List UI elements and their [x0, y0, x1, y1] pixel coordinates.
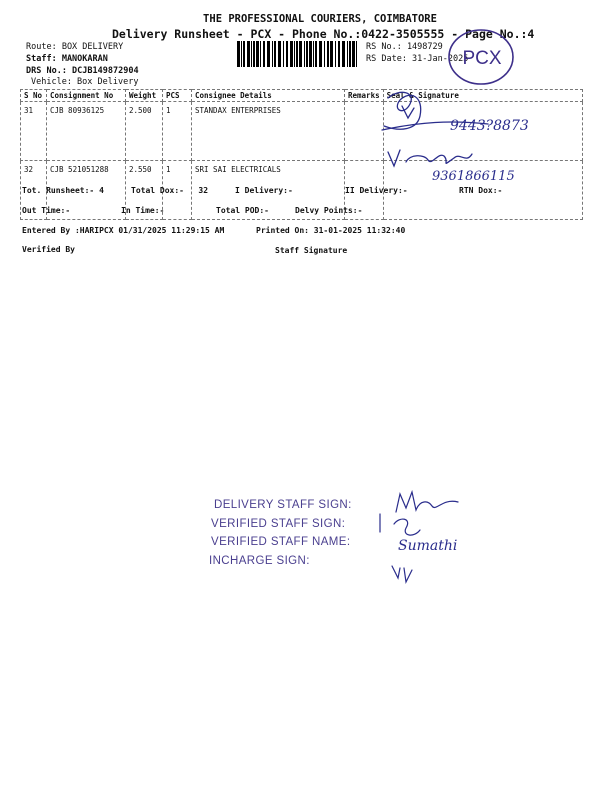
verified-staff-name: VERIFIED STAFF NAME: — [211, 536, 351, 548]
in-time: In Time:- — [121, 206, 165, 215]
route-label: Route: BOX DELIVERY — [26, 42, 124, 52]
barcode-bar — [253, 41, 255, 67]
verified-staff-sign: VERIFIED STAFF SIGN: — [211, 518, 346, 530]
total-pod: Total POD:- — [216, 206, 269, 215]
barcode-bar — [247, 41, 250, 67]
row-consignment: CJB 80936125 — [47, 102, 126, 161]
row-weight: 2.500 — [126, 102, 163, 161]
barcode-bar — [324, 41, 325, 67]
i-delivery: I Delivery:- — [235, 186, 293, 195]
company-title: THE PROFESSIONAL COURIERS, COIMBATORE — [203, 13, 437, 25]
barcode-bar — [315, 41, 317, 67]
entered-by: Entered By :HARIPCX 01/31/2025 11:29:15 AM — [22, 226, 225, 235]
barcode-bar — [283, 41, 284, 67]
barcode-bar — [294, 41, 295, 67]
row-consignment: CJB 521051288 — [47, 161, 126, 220]
rs-no-label: RS No.: 1498729 — [366, 42, 443, 52]
verified-name-signature: Sumathi — [398, 538, 458, 554]
out-time: Out Time:- — [22, 206, 71, 215]
barcode-bar — [338, 41, 340, 67]
barcode-bar — [290, 41, 293, 67]
staff-signature-label: Staff Signature — [275, 246, 348, 255]
row-pcs: 1 — [163, 161, 192, 220]
barcode-bar — [356, 41, 357, 67]
barcode-bar — [278, 41, 281, 67]
barcode-bar — [349, 41, 351, 67]
row-sno: 32 — [21, 161, 47, 220]
staff-label: Staff: MANOKARAN — [26, 54, 108, 64]
row-pcs: 1 — [163, 102, 192, 161]
verified-by: Verified By — [22, 245, 75, 254]
row-weight: 2.550 — [126, 161, 163, 220]
col-weight: Weight — [126, 90, 163, 102]
barcode-bar — [286, 41, 288, 67]
barcode-bar — [327, 41, 329, 67]
barcode-bar — [237, 41, 240, 67]
barcode-bar — [251, 41, 252, 67]
barcode-bar — [299, 41, 302, 67]
incharge-sign: INCHARGE SIGN: — [209, 555, 310, 567]
barcode-bar — [267, 41, 270, 67]
row-consignee: STANDAX ENTERPRISES — [192, 102, 345, 161]
total-dox: Total Dox:- 32 — [131, 186, 209, 195]
row-consignee: SRI SAI ELECTRICALS — [192, 161, 345, 220]
barcode-bar — [352, 41, 355, 67]
col-sno: S No — [21, 90, 47, 102]
rtn-dox: RTN Dox:- — [459, 186, 503, 195]
barcode-bar — [274, 41, 276, 67]
barcode-bar — [335, 41, 336, 67]
runsheet-title: Delivery Runsheet - PCX - Phone No.:0422-3505555 - Page No.:4 — [112, 27, 535, 41]
barcode-bar — [342, 41, 345, 67]
col-consignment: Consignment No — [47, 90, 126, 102]
row-remarks — [345, 102, 384, 161]
barcode-bar — [309, 41, 312, 67]
drs-label: DRS No.: DCJB149872904 — [26, 66, 139, 76]
signature-1-note: 9443?8873 — [450, 118, 529, 134]
stamp-signatures — [372, 488, 482, 590]
barcode-bar — [347, 41, 348, 67]
barcode-bar — [313, 41, 314, 67]
row-sno: 31 — [21, 102, 47, 161]
barcode-bar — [306, 41, 308, 67]
barcode-bar — [304, 41, 305, 67]
vehicle-label: Vehicle: Box Delivery — [31, 77, 139, 87]
barcode-bar — [241, 41, 242, 67]
tot-runsheet: Tot. Runsheet:- 4 — [22, 186, 104, 195]
signature-2-note: 9361866115 — [432, 169, 515, 184]
delvy-points: Delvy Points:- — [295, 206, 363, 215]
barcode-bar — [263, 41, 265, 67]
barcode-bar — [243, 41, 245, 67]
barcode-bar — [256, 41, 259, 67]
printed-on: Printed On: 31-01-2025 11:32:40 — [256, 226, 406, 235]
ii-delivery: II Delivery:- — [345, 186, 408, 195]
barcode-image — [237, 41, 359, 67]
col-pcs: PCS — [163, 90, 192, 102]
rs-date-label: RS Date: 31-Jan-2025 — [366, 54, 469, 64]
pcx-stamp — [446, 27, 516, 87]
barcode-bar — [319, 41, 322, 67]
barcode-bar — [260, 41, 261, 67]
delivery-staff-sign: DELIVERY STAFF SIGN: — [214, 499, 352, 511]
barcode-bar — [296, 41, 298, 67]
barcode-bar — [330, 41, 333, 67]
signature-2 — [380, 140, 580, 186]
pcx-stamp-text: PCX — [462, 48, 502, 69]
col-signature: Seal & Signature — [383, 90, 582, 102]
col-remarks: Remarks — [345, 90, 384, 102]
col-consignee: Consignee Details — [192, 90, 345, 102]
barcode-bar — [272, 41, 273, 67]
